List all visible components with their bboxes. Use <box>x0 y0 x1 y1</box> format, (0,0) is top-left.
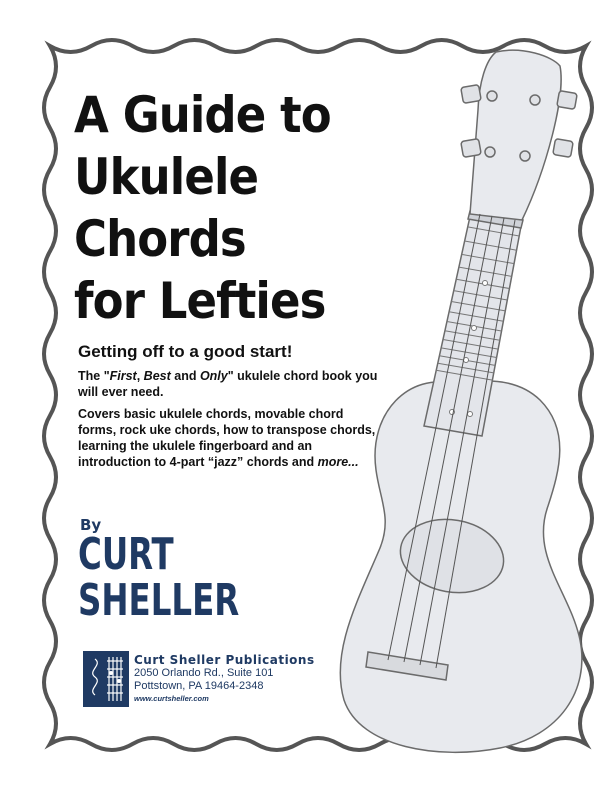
tagline-first: First <box>109 369 137 383</box>
author-first-name: CURT <box>78 529 174 580</box>
tagline-only: Only <box>199 369 228 383</box>
title-line-4: for Lefties <box>74 272 326 330</box>
publisher-address-line-2: Pottstown, PA 19464-2348 <box>134 680 264 692</box>
tagline-and: and <box>170 369 200 383</box>
by-label: By <box>80 516 102 534</box>
author-name <box>78 529 240 626</box>
tagline-comma: , <box>136 369 144 383</box>
publisher-address-line-1: 2050 Orlando Rd., Suite 101 <box>134 667 274 679</box>
tagline-suffix: " ukulele chord book you will ever need. <box>78 369 378 399</box>
blurb-more: more... <box>317 455 359 469</box>
publisher-website[interactable]: www.curtsheller.com <box>134 694 209 703</box>
author-last-name: SHELLER <box>78 575 240 626</box>
tagline-prefix: The " <box>78 369 110 383</box>
fretboard-logo-icon <box>83 651 129 707</box>
blurb-text: Covers basic ukulele chords, movable chord forms, rock uke chords, how to transpose chords, learning the ukulele fingerboard and an introduction to 4-part “jazz” chords and <box>78 407 376 469</box>
title-line-3: Chords <box>74 210 246 268</box>
title-line-1: A Guide to <box>74 86 331 144</box>
title-line-2: Ukulele <box>74 148 259 206</box>
description-blurb <box>78 406 378 470</box>
tagline-best: Best <box>143 369 171 383</box>
position-dot <box>468 412 473 417</box>
tagline <box>78 368 378 400</box>
position-dot <box>483 281 488 286</box>
publisher-name: Curt Sheller Publications <box>134 653 315 667</box>
subtitle: Getting off to a good start! <box>78 342 293 361</box>
position-dot <box>472 326 477 331</box>
headstock <box>470 50 561 220</box>
book-title <box>74 84 331 332</box>
